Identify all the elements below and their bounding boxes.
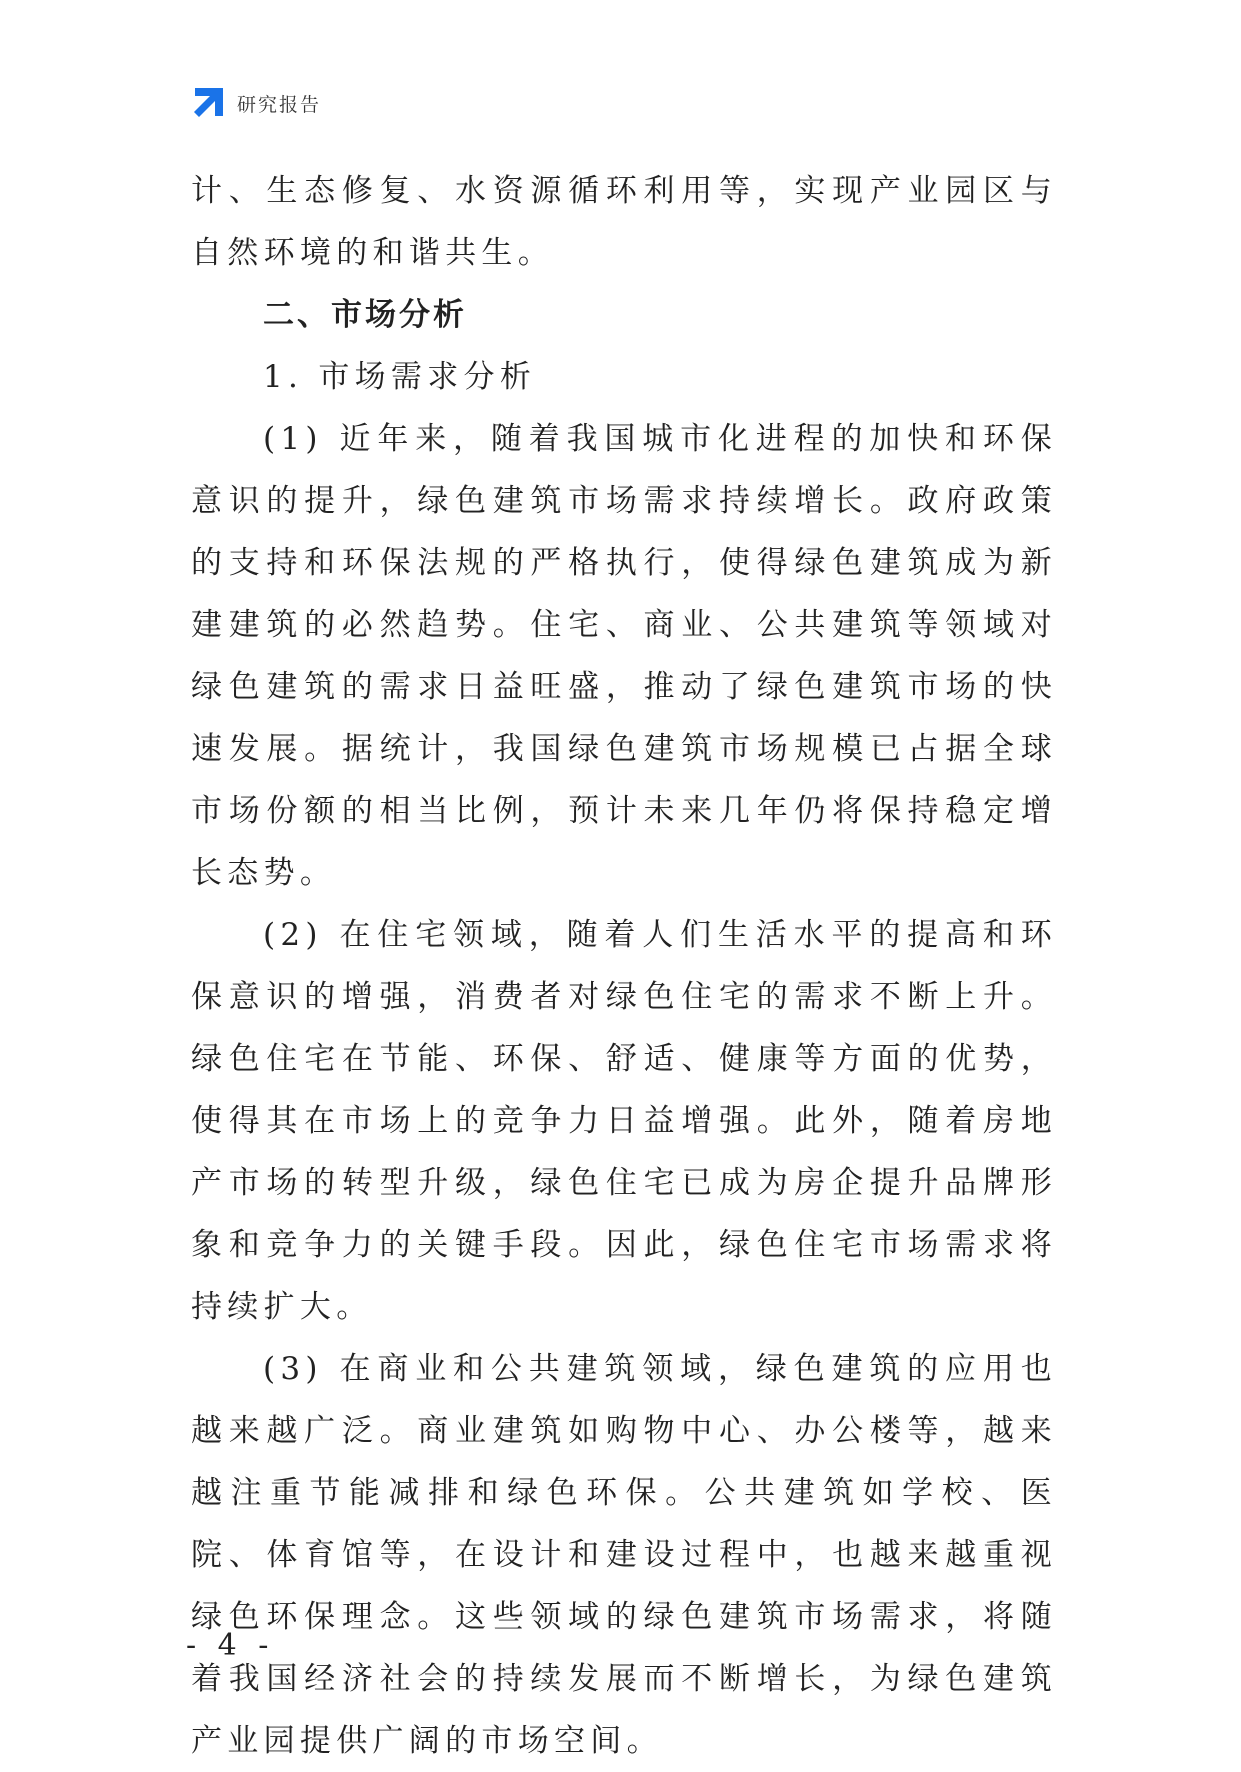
paragraph-2: (2) 在住宅领域，随着人们生活水平的提高和环保意识的增强，消费者对绿色住宅的需求不断上升。绿色住宅在节能、环保、舒适、健康等方面的优势，使得其在市场上的竞争力日益增强。此外，随着房地产市场的转型升级，绿色住宅已成为房企提升品牌形象和竞争力的关键手段。因此，绿色住宅市场需求将持续扩大。 xyxy=(191,917,1057,1325)
continuation-paragraph: 计、生态修复、水资源循环利用等，实现产业园区与自然环境的和谐共生。 xyxy=(191,173,1057,271)
page-number: - 4 - xyxy=(186,1628,275,1663)
document-body xyxy=(191,160,1057,1772)
logo-arrow-icon xyxy=(191,86,225,120)
report-header xyxy=(191,86,321,120)
paragraph-3: (3) 在商业和公共建筑领域，绿色建筑的应用也越来越广泛。商业建筑如购物中心、办公楼等，越来越注重节能减排和绿色环保。公共建筑如学校、医院、体育馆等，在设计和建设过程中，也越来越重视绿色环保理念。这些领域的绿色建筑市场需求，将随着我国经济社会的持续发展而不断增长，为绿色建筑产业园提供广阔的市场空间。 xyxy=(191,1351,1057,1759)
section-heading: 二、市场分析 xyxy=(263,297,467,333)
sub-heading: 1. 市场需求分析 xyxy=(263,359,537,395)
paragraph-1: (1) 近年来，随着我国城市化进程的加快和环保意识的提升，绿色建筑市场需求持续增长。政府政策的支持和环保法规的严格执行，使得绿色建筑成为新建建筑的必然趋势。住宅、商业、公共建筑等领域对绿色建筑的需求日益旺盛，推动了绿色建筑市场的快速发展。据统计，我国绿色建筑市场规模已占据全球市场份额的相当比例，预计未来几年仍将保持稳定增长态势。 xyxy=(191,421,1057,891)
header-title: 研究报告 xyxy=(237,93,322,116)
